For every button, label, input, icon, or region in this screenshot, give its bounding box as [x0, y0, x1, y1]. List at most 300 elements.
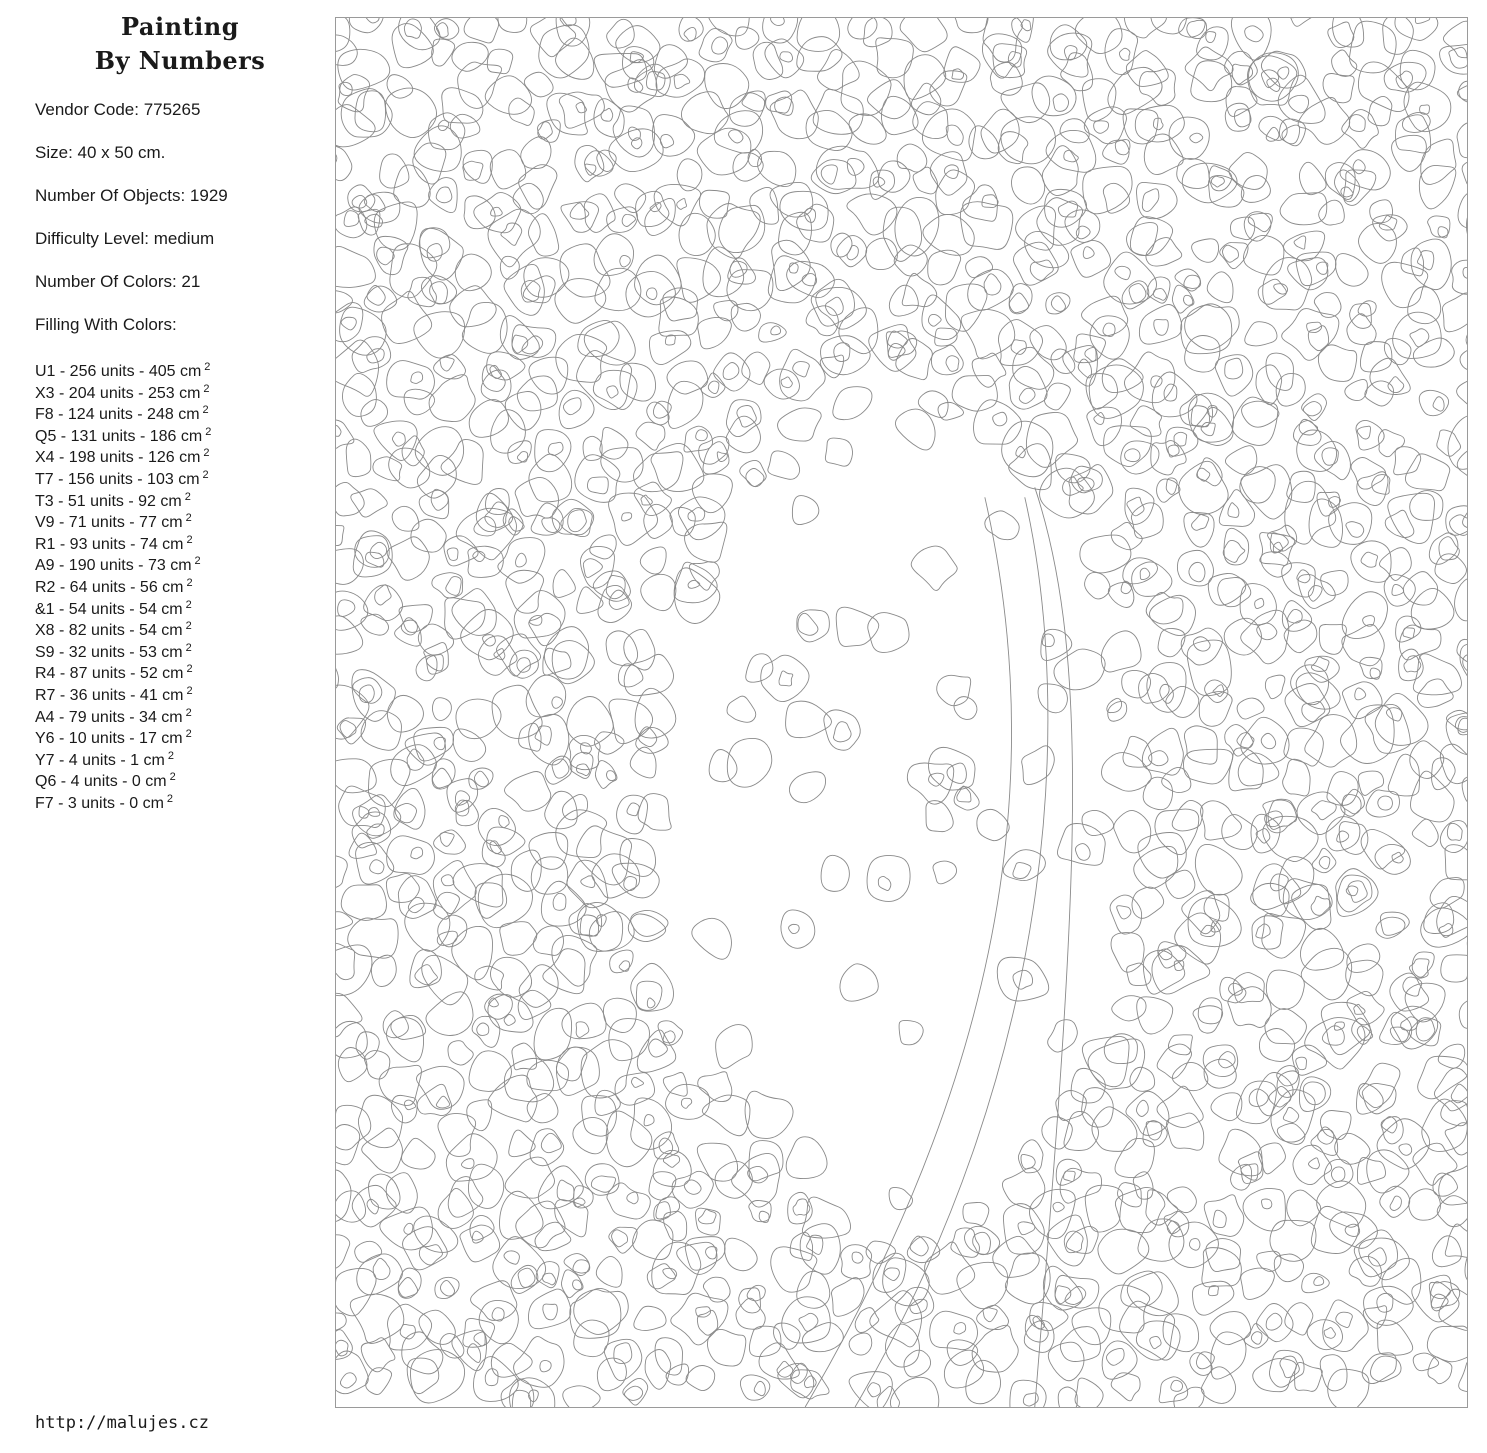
outline-region — [681, 92, 728, 134]
outline-region — [1075, 1378, 1103, 1407]
outline-region — [1082, 1088, 1114, 1128]
outline-region — [604, 1339, 642, 1380]
outline-region — [786, 701, 832, 738]
outline-region — [388, 1304, 432, 1350]
outline-region — [771, 18, 785, 25]
outline-region — [1459, 997, 1467, 1030]
outline-region — [1084, 107, 1126, 144]
outline-region — [644, 1115, 654, 1126]
outline-region — [1282, 601, 1311, 632]
outline-region — [1168, 1035, 1192, 1055]
outline-region — [1021, 1154, 1035, 1169]
outline-region — [1440, 744, 1467, 784]
outline-region — [1127, 497, 1144, 516]
outline-region — [1071, 1068, 1105, 1103]
outline-region — [1457, 639, 1467, 663]
outline-region — [336, 759, 376, 793]
outline-region — [336, 1125, 360, 1165]
outline-region — [1297, 792, 1345, 835]
outline-region — [336, 145, 352, 181]
outline-region — [1274, 1254, 1303, 1282]
outline-region — [881, 96, 918, 134]
outline-region — [509, 1130, 535, 1157]
outline-region — [983, 1308, 997, 1322]
outline-region — [540, 1360, 551, 1371]
outline-region — [1370, 668, 1380, 679]
outline-region — [1302, 394, 1327, 421]
outline-region — [445, 598, 486, 639]
outline-region — [647, 998, 655, 1008]
outline-region — [1251, 1332, 1262, 1344]
color-item: R2 - 64 units - 56 cm $^2$ — [35, 576, 193, 596]
outline-region — [688, 508, 705, 522]
outline-region — [745, 1091, 793, 1138]
outline-region — [1060, 1327, 1100, 1362]
outline-region — [620, 839, 656, 877]
outline-region — [873, 177, 885, 187]
outline-region — [407, 1358, 439, 1394]
outline-region — [336, 1268, 376, 1315]
title-line-2: By Numbers — [94, 46, 266, 75]
outline-region — [517, 452, 527, 462]
outline-region — [1380, 1186, 1410, 1217]
outline-region — [1102, 753, 1152, 792]
outline-region — [552, 935, 597, 986]
outline-region — [346, 439, 371, 477]
outline-region — [1016, 206, 1056, 250]
outline-region — [1365, 381, 1394, 406]
outline-region — [886, 1324, 920, 1367]
outline-region — [781, 910, 815, 948]
outline-region — [1184, 749, 1233, 784]
outline-region — [965, 1226, 1000, 1254]
outline-region — [373, 457, 402, 481]
color-item: R4 - 87 units - 52 cm $^2$ — [35, 663, 193, 683]
outline-region — [570, 203, 589, 219]
outline-region — [1298, 98, 1350, 145]
outline-region — [701, 373, 725, 397]
outline-region — [350, 1294, 404, 1343]
outline-region — [1245, 26, 1264, 42]
outline-region — [562, 1003, 606, 1039]
outline-region — [442, 88, 483, 124]
outline-region — [1278, 67, 1289, 79]
outline-region — [1174, 432, 1187, 446]
outline-region — [533, 926, 563, 956]
outline-region — [674, 568, 720, 624]
outline-region — [773, 1323, 800, 1349]
outline-region — [1222, 815, 1258, 850]
outline-region — [472, 1016, 500, 1047]
outline-region — [548, 442, 563, 455]
outline-region — [698, 1072, 732, 1102]
outline-region — [1013, 970, 1033, 989]
outline-region — [570, 752, 593, 778]
outline-region — [596, 1256, 622, 1287]
outline-region — [1299, 162, 1326, 194]
outline-region — [506, 570, 544, 613]
outline-region — [779, 212, 812, 255]
outline-region — [677, 258, 721, 303]
outline-region — [699, 29, 732, 62]
outline-region — [1018, 1222, 1035, 1235]
outline-region — [1358, 62, 1409, 112]
outline-region — [766, 91, 792, 113]
outline-region — [526, 675, 566, 717]
filling-label: Filling With Colors: — [35, 315, 177, 334]
outline-region — [592, 854, 640, 898]
outline-region — [852, 1252, 863, 1263]
outline-region — [754, 1381, 765, 1395]
outline-region — [797, 204, 834, 242]
outline-region — [1110, 895, 1142, 934]
outline-region — [802, 1197, 850, 1238]
outline-region — [644, 504, 673, 538]
outline-region — [414, 1216, 458, 1252]
outline-region — [833, 722, 851, 742]
outline-region — [1265, 675, 1285, 699]
outline-region — [1191, 406, 1209, 427]
color-item: A9 - 190 units - 73 cm $^2$ — [35, 555, 201, 575]
outline-region — [946, 125, 963, 145]
outline-region — [440, 1280, 454, 1296]
outline-region — [709, 750, 737, 782]
outline-region — [367, 285, 385, 305]
outline-region — [351, 489, 387, 517]
outline-drawing — [336, 18, 1467, 1407]
outline-region — [463, 150, 492, 183]
outline-region — [336, 549, 363, 585]
outline-region — [597, 1358, 626, 1391]
outline-region — [840, 964, 878, 1001]
outline-region — [1271, 1090, 1315, 1142]
outline-region — [585, 151, 614, 176]
outline-region — [633, 1220, 673, 1260]
outline-region — [556, 1047, 587, 1081]
outline-region — [1355, 688, 1366, 700]
outline-region — [441, 439, 483, 484]
outline-region — [1083, 247, 1094, 259]
outline-region — [605, 60, 657, 112]
outline-region — [505, 771, 551, 811]
outline-region — [541, 1133, 561, 1152]
outline-region — [356, 1032, 379, 1059]
color-item: T3 - 51 units - 92 cm $^2$ — [35, 490, 191, 510]
outline-region — [1314, 441, 1350, 479]
outline-region — [884, 1268, 899, 1281]
outline-region — [574, 1290, 629, 1335]
outline-region — [1064, 1111, 1099, 1150]
outline-region — [1293, 1145, 1332, 1184]
outline-region — [481, 370, 511, 402]
outline-region — [336, 993, 362, 1037]
outline-region — [726, 400, 761, 437]
outline-region — [436, 187, 452, 203]
outline-region — [1303, 402, 1321, 416]
outline-region — [1092, 1107, 1137, 1152]
outline-region — [1209, 175, 1244, 207]
outline-region — [1302, 1273, 1330, 1292]
outline-region — [619, 961, 629, 971]
outline-region — [821, 165, 837, 184]
outline-region — [954, 697, 977, 720]
outline-region — [904, 1350, 931, 1377]
outline-region — [1082, 79, 1116, 121]
outline-region — [1400, 50, 1435, 89]
outline-region — [1263, 816, 1318, 861]
outline-region — [447, 779, 478, 813]
outline-region — [1413, 1353, 1438, 1371]
outline-trunk — [805, 497, 1011, 1407]
outline-region — [620, 255, 631, 266]
outline-region — [492, 685, 542, 738]
outline-region — [1342, 592, 1387, 639]
outline-region — [1266, 970, 1304, 1009]
outline-region — [462, 302, 507, 353]
website-url: http://malujes.cz — [35, 1413, 209, 1433]
outline-region — [1409, 1189, 1441, 1220]
color-item: Y6 - 10 units - 17 cm $^2$ — [35, 728, 192, 748]
outline-region — [715, 1161, 752, 1198]
outline-region — [450, 114, 480, 138]
outline-region — [1354, 1004, 1365, 1014]
outline-region — [1413, 338, 1454, 367]
outline-region — [553, 570, 575, 598]
outline-region — [1234, 109, 1251, 127]
outline-region — [638, 794, 671, 831]
outline-region — [1428, 1357, 1452, 1384]
outline-region — [500, 1191, 544, 1239]
outline-region — [1443, 21, 1467, 58]
color-item: F7 - 3 units - 0 cm $^2$ — [35, 792, 174, 812]
outline-region — [1457, 122, 1467, 162]
outline-region — [474, 1332, 485, 1346]
color-item: X4 - 198 units - 126 cm $^2$ — [35, 447, 210, 467]
outline-region — [688, 580, 700, 588]
outline-region — [779, 671, 793, 686]
outline-region — [951, 18, 988, 33]
outline-region — [1151, 18, 1187, 34]
outline-region — [647, 402, 669, 425]
outline-region — [1349, 1256, 1381, 1286]
outline-region — [1255, 598, 1264, 608]
outline-region — [930, 152, 967, 195]
outline-region — [353, 531, 392, 577]
outline-region — [1433, 397, 1444, 411]
outline-region — [1013, 863, 1031, 879]
outline-region — [634, 1306, 666, 1330]
outline-region — [1442, 293, 1467, 332]
outline-region — [847, 158, 864, 175]
outline-region — [577, 351, 632, 410]
outline-region — [498, 538, 545, 584]
outline-region — [1157, 1086, 1203, 1127]
outline-region — [1168, 445, 1179, 457]
outline-region — [348, 918, 398, 958]
outline-region — [1283, 759, 1310, 796]
outline-region — [1124, 18, 1166, 38]
outline-region — [338, 600, 355, 617]
outline-region — [1312, 848, 1336, 872]
outline-region — [641, 495, 652, 505]
outline-region — [797, 18, 840, 51]
outline-region — [716, 1025, 753, 1069]
outline-region — [1193, 637, 1210, 651]
outline-region — [654, 1132, 679, 1159]
outline-region — [1463, 267, 1467, 278]
outline-region — [336, 1235, 350, 1270]
outline-region — [1320, 1110, 1351, 1139]
outline-region — [1359, 1063, 1400, 1107]
outline-region — [518, 990, 551, 1019]
outline-region — [415, 427, 463, 476]
color-item: T7 - 156 units - 103 cm $^2$ — [35, 468, 209, 488]
outline-region — [1184, 726, 1217, 764]
outline-region — [555, 1200, 588, 1237]
outline-region — [1346, 522, 1364, 538]
outline-region — [1236, 1081, 1276, 1124]
outline-region — [1139, 69, 1175, 105]
outline-region — [585, 1164, 619, 1196]
outline-region — [1324, 1328, 1335, 1339]
outline-region — [1185, 47, 1233, 91]
outline-region — [467, 1100, 492, 1131]
outline-region — [1192, 239, 1219, 263]
outline-region — [522, 336, 543, 354]
outline-region — [1040, 468, 1095, 518]
outline-region — [1241, 1268, 1275, 1299]
outline-region — [366, 552, 384, 567]
outline-region — [370, 860, 384, 874]
outline-region — [1126, 51, 1168, 87]
outline-region — [1197, 468, 1210, 481]
outline-region — [1147, 277, 1170, 303]
outline-region — [821, 336, 871, 375]
outline-region — [1266, 353, 1293, 390]
outline-region — [609, 493, 658, 545]
outline-region — [947, 763, 966, 783]
outline-region — [1001, 117, 1056, 164]
outline-region — [1044, 383, 1070, 410]
outline-region — [543, 1304, 558, 1320]
outline-region — [580, 546, 614, 588]
outline-region — [800, 1224, 840, 1275]
outline-region — [985, 511, 1019, 540]
outline-region — [1224, 618, 1261, 655]
outline-region — [510, 1378, 555, 1407]
outline-region — [1282, 125, 1300, 144]
outline-region — [634, 482, 671, 515]
outline-region — [392, 24, 433, 68]
outline-region — [436, 1096, 449, 1108]
color-item: X8 - 82 units - 54 cm $^2$ — [35, 620, 192, 640]
outline-region — [954, 787, 979, 810]
outline-region — [1386, 708, 1401, 721]
outline-region — [1003, 1204, 1044, 1255]
outline-region — [677, 199, 687, 210]
outline-region — [1335, 254, 1368, 287]
outline-region — [369, 1174, 401, 1209]
outline-region — [1458, 191, 1467, 229]
outline-region — [1244, 235, 1284, 275]
outline-region — [614, 1343, 632, 1364]
outline-region — [765, 39, 804, 78]
outline-region — [674, 74, 690, 88]
outline-region — [1298, 575, 1335, 609]
outline-region — [452, 926, 493, 979]
outline-region — [1102, 359, 1143, 393]
outline-region — [1460, 644, 1467, 682]
outline-region — [848, 18, 877, 39]
outline-region — [478, 874, 532, 927]
outline-region — [870, 170, 895, 199]
outline-region — [1204, 1195, 1243, 1237]
outline-region — [594, 53, 646, 87]
outline-region — [518, 1268, 535, 1287]
color-list — [35, 357, 325, 810]
outline-region — [402, 1138, 436, 1169]
outline-region — [626, 271, 675, 316]
outline-region — [1277, 1071, 1299, 1098]
outline-region — [371, 955, 396, 986]
outline-region — [1157, 479, 1180, 502]
outline-region — [561, 508, 592, 536]
outline-region — [456, 699, 501, 739]
outline-region — [1268, 799, 1297, 829]
outline-region — [1417, 251, 1433, 270]
outline-region — [1462, 158, 1467, 186]
outline-region — [1399, 649, 1424, 681]
outline-region — [758, 151, 796, 186]
outline-region — [1393, 312, 1442, 358]
outline-region — [1380, 548, 1412, 581]
outline-region — [382, 291, 432, 343]
outline-region — [553, 893, 566, 910]
outline-region — [780, 191, 828, 230]
outline-region — [1269, 1350, 1304, 1387]
outline-region — [663, 1031, 675, 1043]
outline-region — [1349, 115, 1365, 132]
outline-region — [411, 847, 423, 859]
outline-region — [624, 877, 637, 891]
outline-region — [1357, 426, 1370, 439]
outline-trunk — [1035, 487, 1073, 1407]
outline-region — [556, 810, 607, 858]
outline-region — [1382, 1258, 1421, 1304]
outline-region — [446, 577, 461, 596]
outline-region — [1251, 814, 1280, 853]
outline-region — [530, 18, 575, 57]
outline-region — [1106, 1348, 1124, 1365]
outline-region — [468, 546, 503, 577]
outline-region — [1308, 586, 1322, 602]
outline-region — [341, 89, 392, 138]
outline-region — [1105, 29, 1138, 75]
outline-region — [1108, 582, 1134, 607]
outline-region — [918, 391, 948, 418]
outline-region — [1323, 1300, 1369, 1352]
outline-region — [923, 214, 974, 255]
outline-region — [930, 71, 967, 106]
outline-region — [714, 111, 762, 153]
outline-region — [1146, 1190, 1178, 1225]
outline-region — [613, 106, 654, 157]
outline-region — [1285, 1303, 1313, 1335]
outline-region — [1055, 1286, 1071, 1304]
outline-region — [392, 432, 405, 446]
outline-region — [836, 607, 879, 646]
outline-region — [681, 1098, 691, 1108]
